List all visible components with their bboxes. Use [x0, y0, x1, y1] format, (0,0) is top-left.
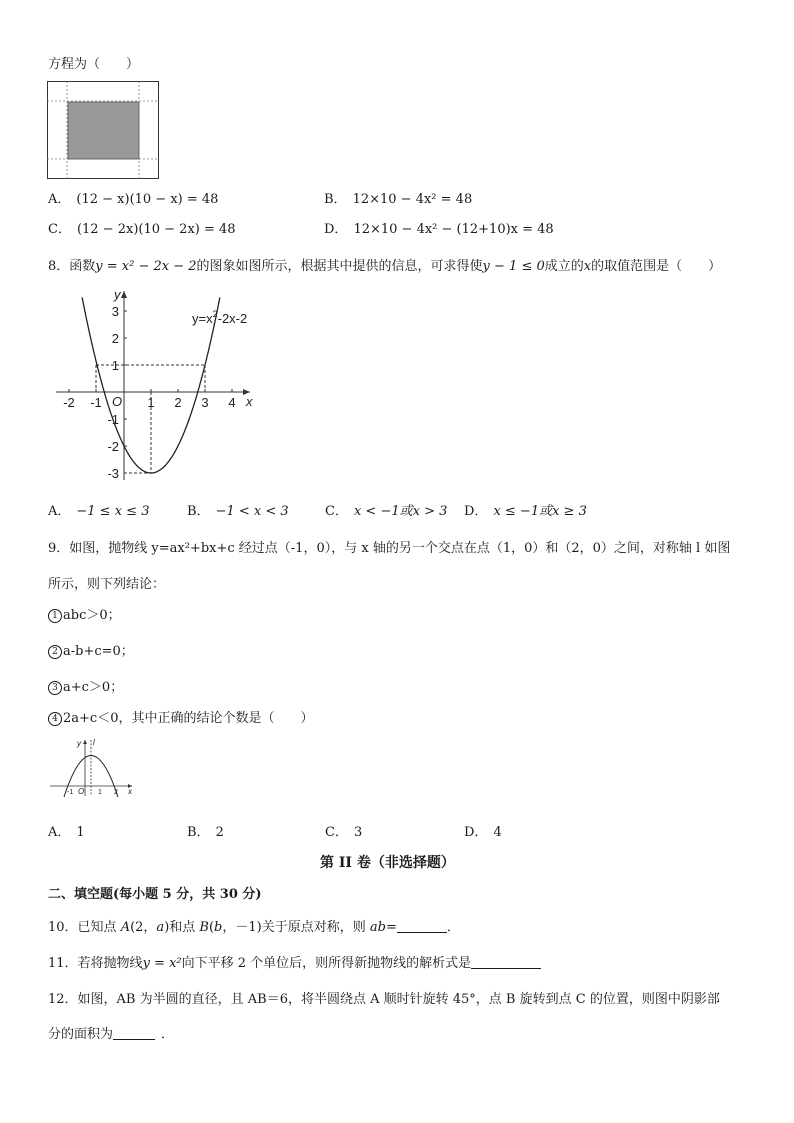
q8-x-tick: 4	[228, 395, 236, 410]
q8-option-c[interactable]: C． x < −1或x > 3	[325, 504, 448, 519]
q8-x-label: x	[246, 394, 253, 409]
q9-item-1: 1 abc＞0；	[48, 608, 121, 624]
q7-shaded-rect	[68, 102, 139, 159]
q8-x-tick: 3	[201, 395, 209, 410]
q7-option-b[interactable]: B． 12×10 − 4x² = 48	[324, 192, 473, 207]
circled-number: 3	[48, 681, 62, 695]
section-title: 第 II 卷（非选择题）	[320, 855, 455, 871]
q12-stem-line2: 分的面积为 ．	[48, 1027, 175, 1042]
q9-option-b[interactable]: B． 2	[187, 825, 224, 840]
q7-figure	[47, 81, 159, 179]
part2-heading: 二、填空题(每小题 5 分，共 30 分)	[48, 887, 262, 902]
q8-x-tick: -2	[63, 395, 75, 410]
q9-tick-label: 2	[114, 789, 118, 796]
answer-blank[interactable]	[397, 920, 447, 933]
q8-y-label: y	[114, 287, 121, 302]
q8-y-tick: -1	[107, 412, 119, 427]
q7-option-a[interactable]: A． (12 − x)(10 − x) = 48	[48, 192, 219, 207]
q8-origin-label: O	[112, 394, 123, 409]
q9-y-label: y	[77, 739, 81, 748]
answer-blank[interactable]	[113, 1027, 155, 1040]
q10-stem: 10．已知点 A(2，a)和点 B(b，－1)关于原点对称，则 ab= ．	[48, 920, 460, 935]
circled-number: 1	[48, 609, 62, 623]
q8-x-tick: 1	[147, 395, 155, 410]
q9-graph	[48, 736, 138, 798]
q8-option-d[interactable]: D． x ≤ −1或x ≥ 3	[464, 504, 587, 519]
q7-option-c[interactable]: C． (12 − 2x)(10 − 2x) = 48	[48, 222, 236, 237]
q8-y-tick: 1	[111, 358, 119, 373]
q9-tick-label: 1	[98, 789, 102, 796]
q9-item-4: 4 2a+c＜0，其中正确的结论个数是（ ）	[48, 711, 313, 727]
q9-l-label: l	[93, 738, 95, 747]
q8-stem: 8．函数y = x² − 2x − 2的图象如图所示，根据其中提供的信息，可求得使y − 1 ≤ 0成立的x的取值范围是（ ）	[48, 259, 722, 274]
q9-item-3: 3 a+c＞0；	[48, 680, 123, 696]
q9-option-a[interactable]: A． 1	[48, 825, 85, 840]
circled-number: 4	[48, 712, 62, 726]
q8-x-tick: -1	[90, 395, 102, 410]
q9-tick-label: -1	[67, 789, 74, 796]
q11-stem: 11．若将抛物线y = x²向下平移 2 个单位后，则所得新抛物线的解析式是	[48, 956, 541, 972]
q9-stem-line1: 9．如图，抛物线 y=ax²+bx+c 经过点（-1，0），与 x 轴的另一个交点在点（1，0）和（2，0）之间，对称轴 l 如图	[48, 541, 731, 556]
q12-stem-line1: 12．如图，AB 为半圆的直径，且 AB＝6，将半圆绕点 A 顺时针旋转 45°，点 B 旋转到点 C 的位置，则图中阴影部	[48, 992, 720, 1007]
circled-number: 2	[48, 645, 62, 659]
q8-y-tick: -3	[107, 466, 119, 481]
q7-option-d[interactable]: D． 12×10 − 4x² − (12+10)x = 48	[324, 222, 554, 237]
q7-stem-tail: 方程为（ ）	[48, 57, 140, 72]
q8-x-tick: 2	[174, 395, 182, 410]
q8-option-a[interactable]: A． −1 ≤ x ≤ 3	[48, 504, 150, 519]
q8-y-tick: -2	[107, 439, 119, 454]
q8-curve-label: $y=x^2-2x-2$	[192, 309, 248, 326]
q9-stem-line2: 所示，则下列结论：	[48, 577, 166, 592]
q8-y-tick: 2	[111, 331, 119, 346]
answer-blank[interactable]	[471, 956, 541, 969]
q9-x-label: x	[128, 787, 132, 796]
q8-option-b[interactable]: B． −1 < x < 3	[187, 504, 289, 519]
q9-item-2: 2 a-b+c=0；	[48, 644, 134, 660]
q9-option-c[interactable]: C． 3	[325, 825, 363, 840]
q8-y-tick: 3	[111, 304, 119, 319]
q8-graph	[50, 285, 260, 495]
q9-option-d[interactable]: D． 4	[464, 825, 502, 840]
q9-origin-label: O	[78, 787, 85, 796]
